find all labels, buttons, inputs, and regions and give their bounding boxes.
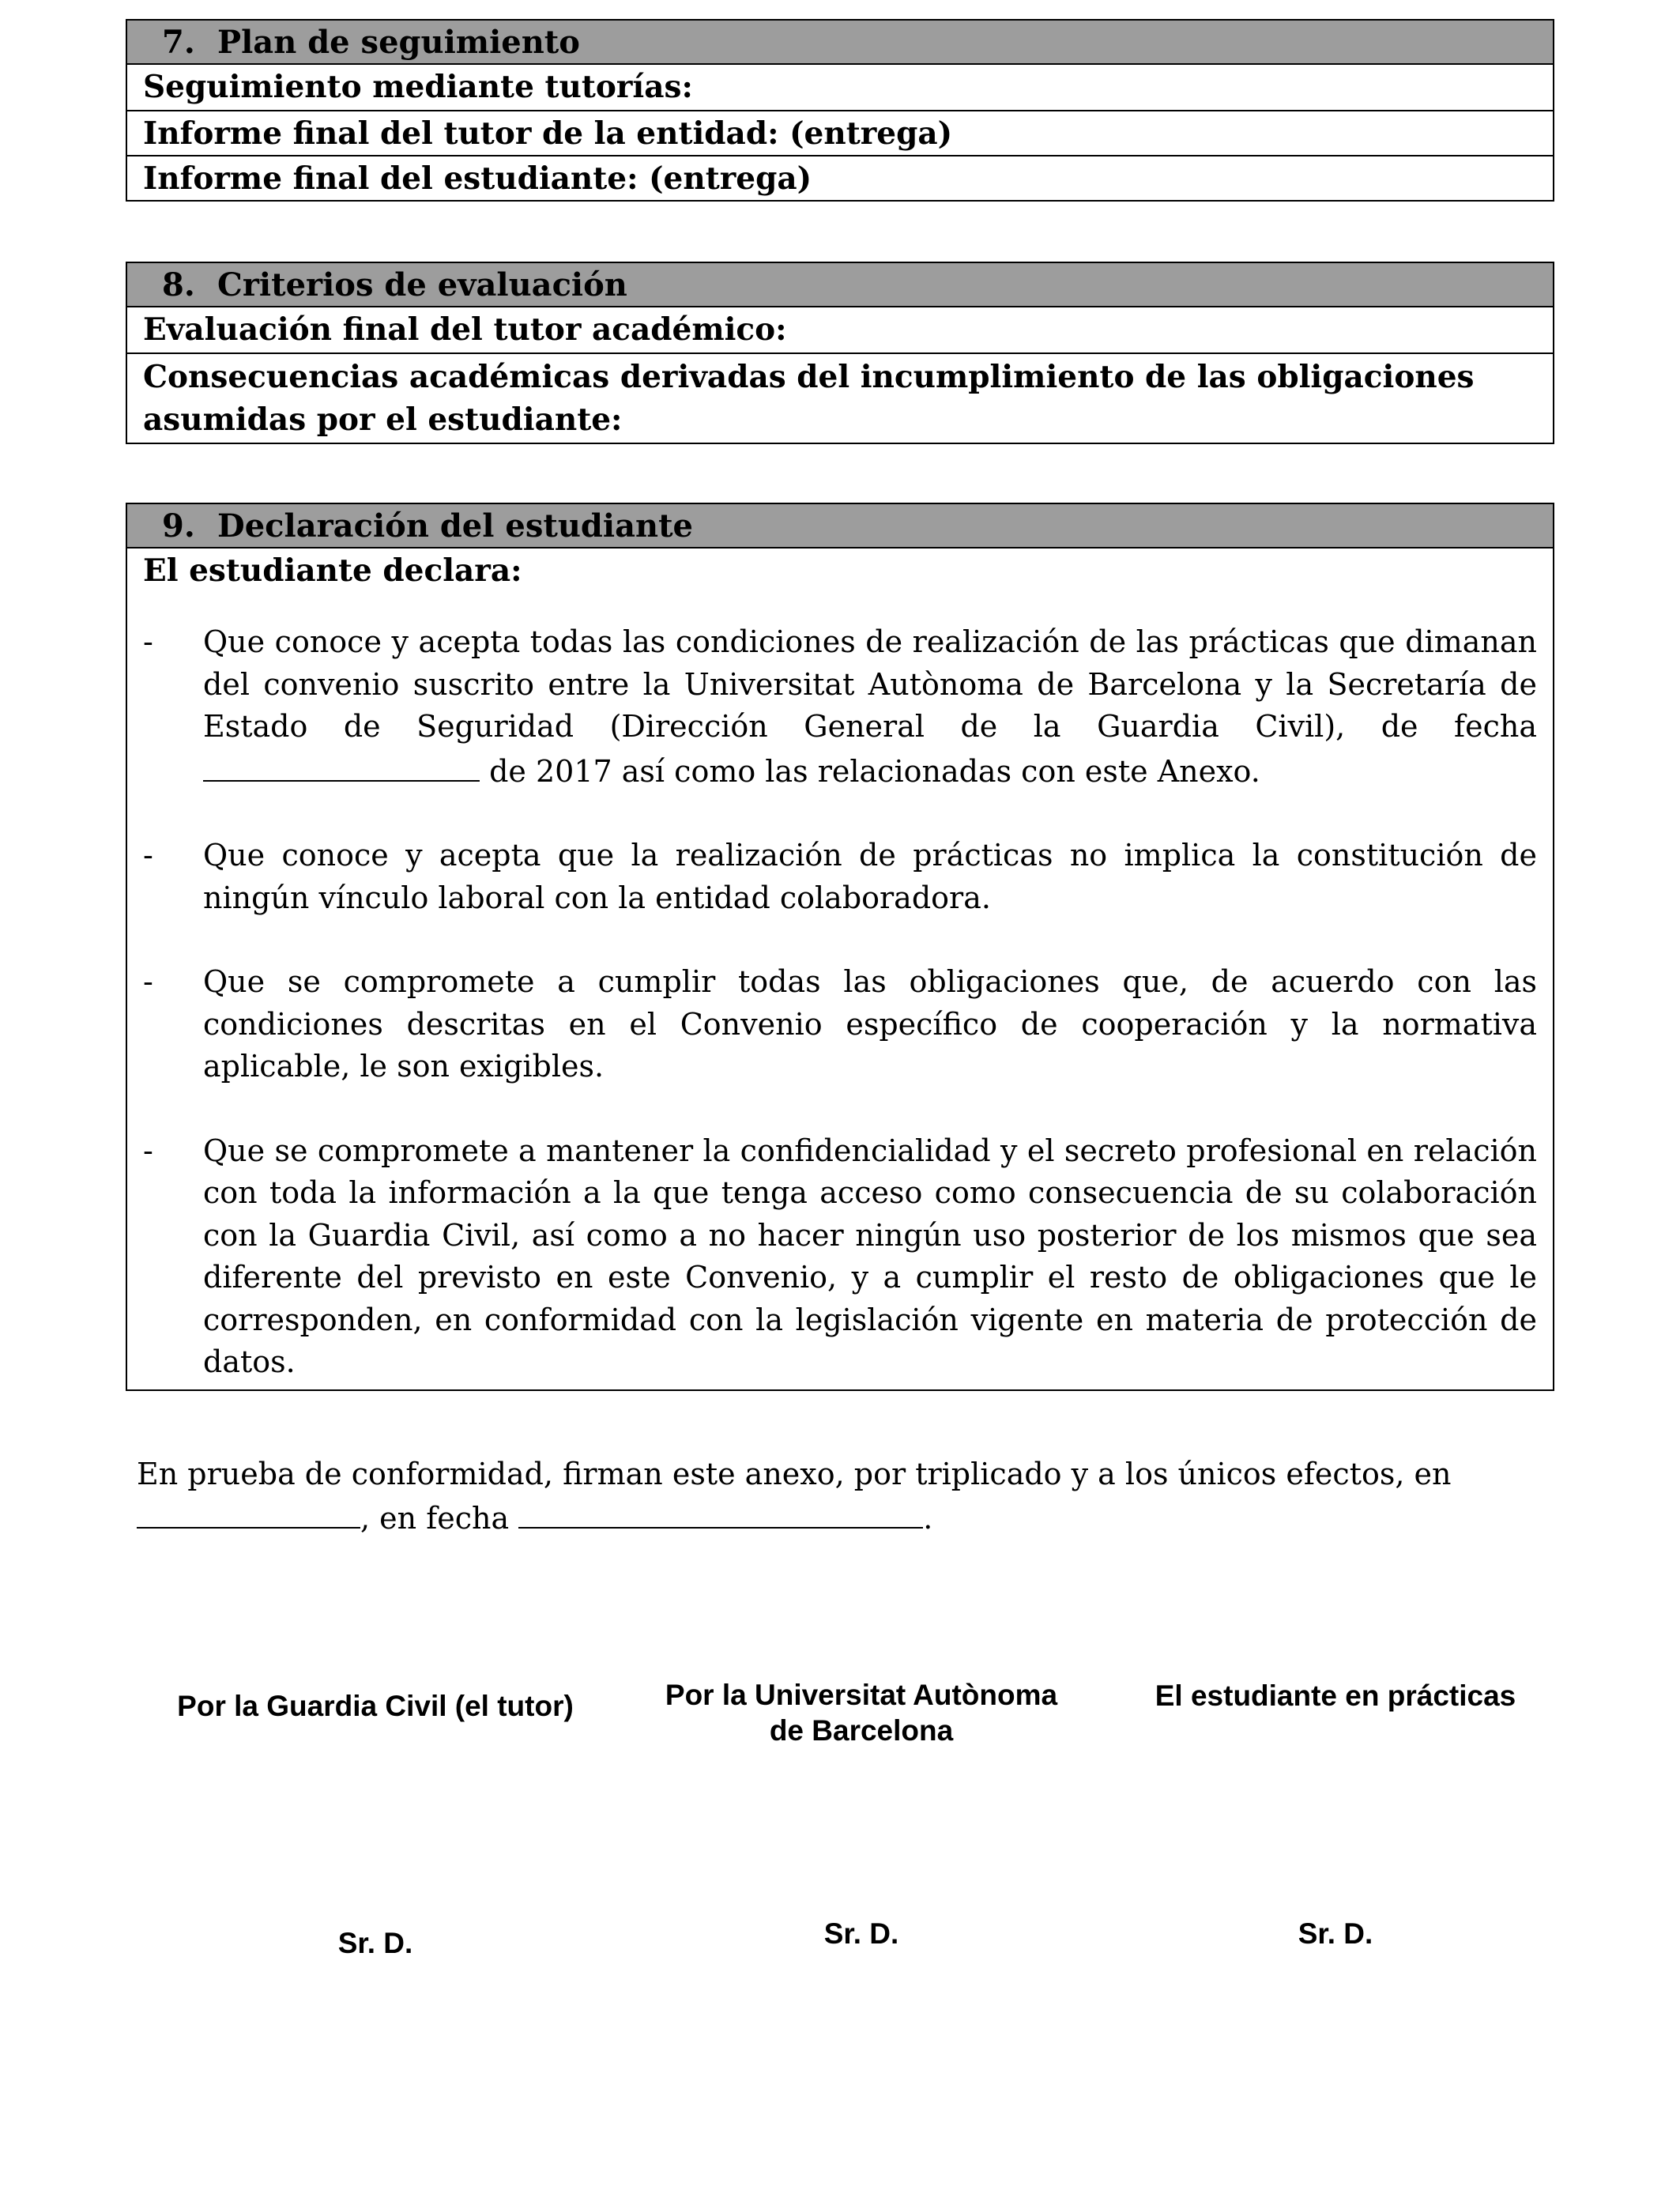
signature-label-uab-line1: Por la Universitat Autònoma	[665, 1679, 1058, 1711]
declaration-text: Que se compromete a cumplir todas las obligaciones que, de acuerdo con las condiciones descritas en el Convenio específico de cooperación y la normativa aplicable, le son exigibles.	[203, 964, 1537, 1084]
signature-name-student: Sr. D.	[1298, 1917, 1373, 1950]
section-header	[127, 504, 1553, 548]
section-title: Plan de seguimiento	[217, 24, 580, 61]
field-consecuencias-academicas: Consecuencias académicas derivadas del incumplimiento de las obligaciones asumidas por el estudiante:	[127, 352, 1553, 443]
section-declaracion-estudiante	[126, 503, 1554, 1391]
declaration-text-tail: de 2017 así como las relacionadas con este Anexo.	[489, 753, 1260, 789]
declaration-text: Que conoce y acepta que la realización de prácticas no implica la constitución de ningún vínculo laboral con la entidad colaboradora.	[203, 838, 1537, 915]
signature-name-uab: Sr. D.	[823, 1917, 899, 1950]
section-title: Declaración del estudiante	[217, 507, 693, 545]
declaration-intro: El estudiante declara:	[143, 552, 522, 589]
section-plan-seguimiento	[126, 19, 1554, 202]
closing-text: En prueba de conformidad, firman este anexo, por triplicado y a los únicos efectos, en	[137, 1457, 1452, 1491]
declaration-text: Que se compromete a mantener la confidencialidad y el secreto profesional en relación con toda la información a la que tenga acceso como consecuencia de su colaboración con la Guardia Civil, así como a no hacer ningún uso posterior de los mismos que sea diferente del previsto en este Convenio, y a cumplir el resto de obligaciones que le corresponden, en conformidad con la legislación vigente en materia de protección de datos.	[203, 1133, 1537, 1379]
signature-label-uab-line2: de Barcelona	[769, 1714, 954, 1747]
bullet-dash: -	[143, 1133, 153, 1168]
section-header	[127, 263, 1553, 307]
signature-name-guardia-civil: Sr. D.	[337, 1927, 413, 1959]
bullet-dash: -	[143, 624, 153, 659]
declaration-item	[143, 621, 1537, 793]
field-seguimiento-tutorias: Seguimiento mediante tutorías:	[143, 69, 693, 105]
declaration-item	[143, 835, 1537, 919]
field-evaluacion-tutor-academico: Evaluación final del tutor académico:	[143, 311, 787, 348]
signature-label-uab	[616, 1677, 1106, 1748]
section-number: 8.	[162, 266, 195, 303]
section-number: 7.	[162, 24, 195, 61]
declaration-item	[143, 961, 1537, 1088]
field-informe-tutor-entidad: Informe final del tutor de la entidad: (entrega)	[127, 110, 1553, 155]
date-blank-line[interactable]	[203, 748, 480, 782]
bullet-dash: -	[143, 964, 153, 999]
signature-label-student: El estudiante en prácticas	[1155, 1679, 1516, 1712]
section-title: Criterios de evaluación	[217, 266, 627, 303]
place-blank-line[interactable]	[137, 1495, 360, 1529]
closing-paragraph	[137, 1453, 1551, 1540]
declaration-text: Que conoce y acepta todas las condiciones de realización de las prácticas que dimanan del convenio suscrito entre la Universitat Autònoma de Barcelona y la Secretaría de Estado de Seguridad (Dirección General de la Guardia Civil), de fecha	[203, 624, 1537, 744]
closing-period: .	[923, 1501, 933, 1536]
closing-date-blank-line[interactable]	[518, 1495, 923, 1529]
declaration-item	[143, 1130, 1537, 1384]
field-informe-estudiante: Informe final del estudiante: (entrega)	[127, 155, 1553, 200]
declaration-list	[127, 621, 1553, 1384]
section-criterios-evaluacion	[126, 262, 1554, 444]
section-number: 9.	[162, 507, 195, 545]
bullet-dash: -	[143, 838, 153, 873]
section-header	[127, 21, 1553, 65]
signature-label-guardia-civil: Por la Guardia Civil (el tutor)	[177, 1690, 574, 1722]
date-label: , en fecha	[360, 1501, 510, 1536]
